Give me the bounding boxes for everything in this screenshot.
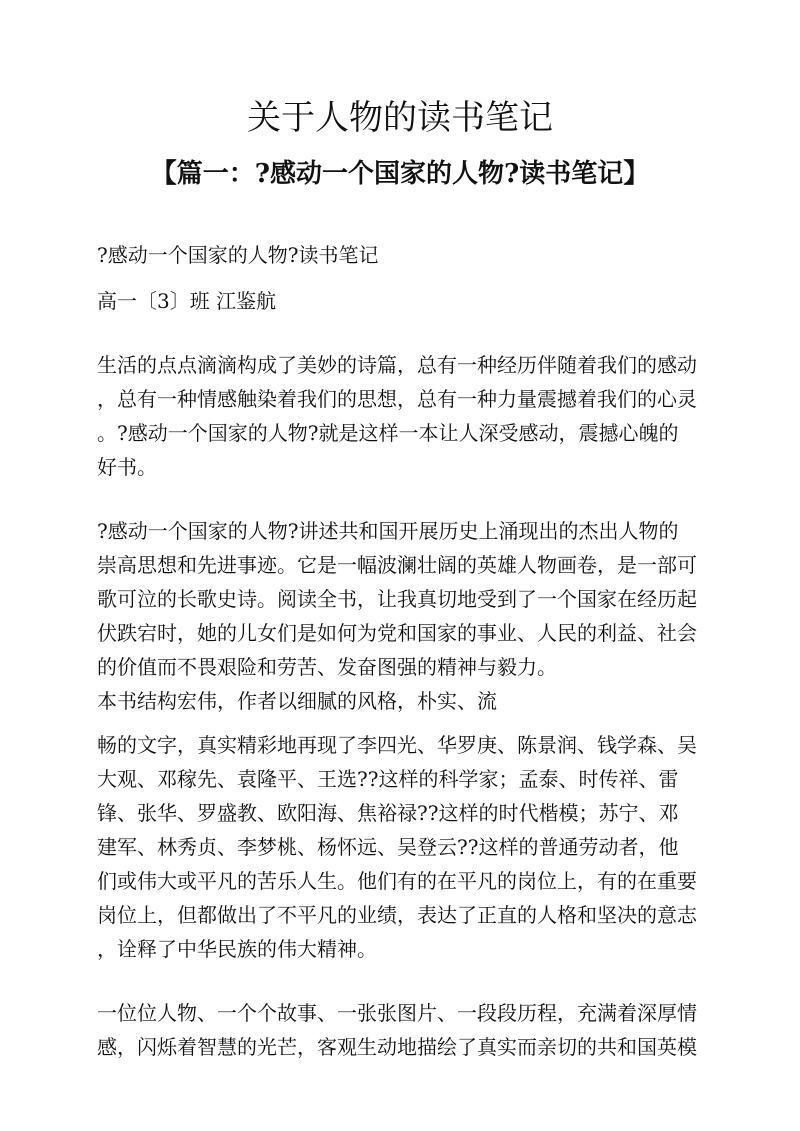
document-title: 关于人物的读书笔记 [247, 98, 553, 138]
document-subtitle: 【篇一：?感动一个国家的人物?读书笔记】 [150, 159, 650, 189]
paragraph-line: 好书。 [97, 455, 157, 479]
paragraph-line: 伏跌宕时，她的儿女们是如何为党和国家的事业、人民的利益、社会 [97, 621, 697, 645]
paragraph-line: 本书结构宏伟，作者以细腻的风格，朴实、流 [97, 689, 497, 713]
paragraph-line: 大观、邓稼先、袁隆平、王选??这样的科学家；孟泰、时传祥、雷 [97, 767, 679, 791]
author-line: 高一〔3〕班 江鉴航 [97, 289, 277, 313]
paragraph-line: 生活的点点滴滴构成了美妙的诗篇，总有一种经历伴随着我们的感动 [97, 353, 697, 377]
paragraph-line: 建军、林秀贞、李梦桃、杨怀远、吴登云??这样的普通劳动者，他 [97, 835, 679, 859]
paragraph-line: 一位位人物、一个个故事、一张张图片、一段段历程，充满着深厚情 [97, 1001, 697, 1025]
paragraph-line: ?感动一个国家的人物?讲述共和国开展历史上涌现出的杰出人物的 [97, 519, 679, 543]
section-heading: ?感动一个国家的人物?读书笔记 [97, 243, 379, 267]
paragraph-line: 岗位上，但都做出了不平凡的业绩，表达了正直的人格和坚决的意志 [97, 903, 697, 927]
paragraph-line: ，总有一种情感触染着我们的思想，总有一种力量震撼着我们的心灵 [97, 387, 697, 411]
paragraph-line: 锋、张华、罗盛教、欧阳海、焦裕禄??这样的时代楷模；苏宁、邓 [97, 801, 679, 825]
paragraph-line: 歌可泣的长歌史诗。阅读全书，让我真切地受到了一个国家在经历起 [97, 587, 697, 611]
paragraph-line: 的价值而不畏艰险和劳苦、发奋图强的精神与毅力。 [97, 655, 557, 679]
paragraph-line: 感，闪烁着智慧的光芒，客观生动地描绘了真实而亲切的共和国英模 [97, 1035, 697, 1059]
paragraph-line: 崇高思想和先进事迹。它是一幅波澜壮阔的英雄人物画卷，是一部可 [97, 553, 697, 577]
paragraph-line: 。?感动一个国家的人物?就是这样一本让人深受感动，震撼心魄的 [97, 421, 679, 445]
paragraph-line: 们或伟大或平凡的苦乐人生。他们有的在平凡的岗位上，有的在重要 [97, 869, 697, 893]
paragraph-line: 畅的文字，真实精彩地再现了李四光、华罗庚、陈景润、钱学森、吴 [97, 733, 697, 757]
paragraph-line: ，诠释了中华民族的伟大精神。 [97, 937, 377, 961]
